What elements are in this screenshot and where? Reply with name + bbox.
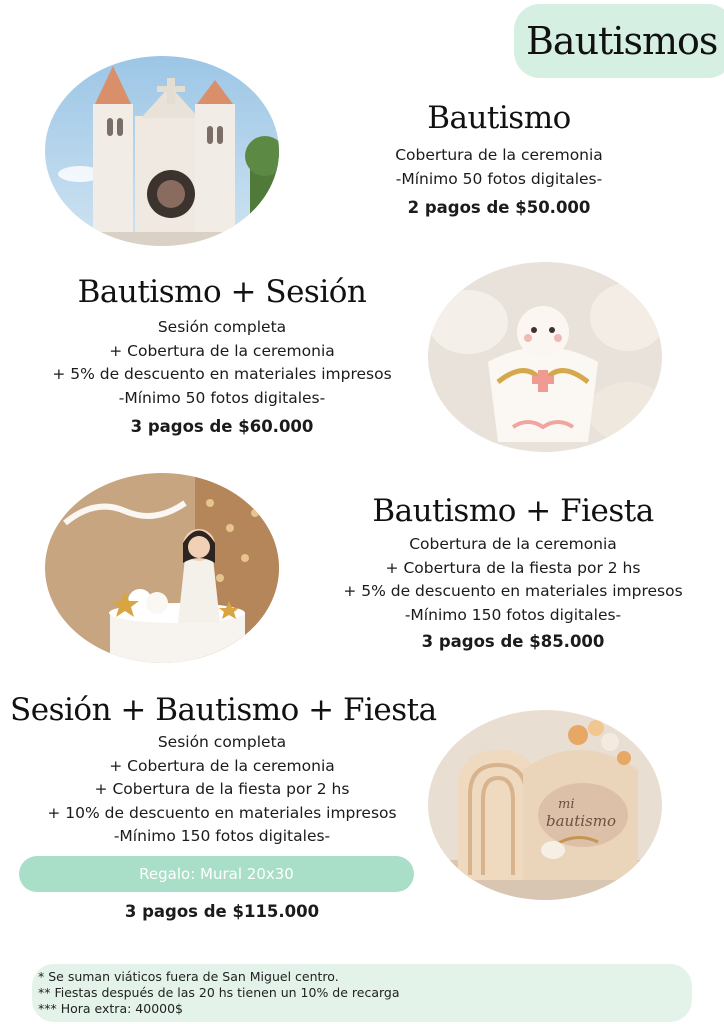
- package-line: Sesión completa: [157, 318, 287, 336]
- package-line: -Mínimo 50 fotos digitales-: [395, 169, 603, 188]
- package-bautismo-sesion: [20, 272, 424, 438]
- package-line: + 10% de descuento en materiales impresos: [47, 803, 397, 822]
- package-line: -Mínimo 150 fotos digitales-: [113, 827, 331, 845]
- package-line: + Cobertura de la ceremonia: [109, 341, 335, 360]
- mi-bautismo-cookie-photo: [428, 710, 662, 900]
- note-line: * Se suman viáticos fuera de San Miguel centro.: [38, 969, 339, 984]
- angel-cookie-photo: [428, 262, 662, 452]
- package-line: Sesión completa: [157, 733, 287, 751]
- church-photo: [45, 56, 279, 246]
- package-line: Cobertura de la ceremonia: [409, 535, 617, 553]
- package-bautismo: [340, 98, 658, 219]
- svg-text:bautismo: bautismo: [546, 812, 616, 830]
- svg-text:mi: mi: [558, 797, 575, 812]
- note-line: *** Hora extra: 40000$: [38, 1001, 184, 1016]
- package-line: + Cobertura de la fiesta por 2 hs: [94, 780, 350, 798]
- gift-badge: Regalo: Mural 20x30: [19, 856, 414, 892]
- package-sesion-bautismo-fiesta: [10, 690, 437, 849]
- package-title: Bautismo + Sesión: [77, 274, 367, 310]
- package-price: 3 pagos de $85.000: [421, 632, 605, 651]
- package-title: Sesión + Bautismo + Fiesta: [10, 692, 437, 728]
- package-line: -Mínimo 150 fotos digitales-: [404, 605, 622, 624]
- package-bautismo-fiesta: [320, 491, 706, 653]
- package-line: + 5% de descuento en materiales impresos: [343, 582, 683, 600]
- package-title: Bautismo: [427, 100, 571, 136]
- package-title: Bautismo + Fiesta: [372, 493, 654, 529]
- package-line: + Cobertura de la ceremonia: [109, 756, 335, 775]
- package-line: Cobertura de la ceremonia: [395, 146, 603, 164]
- page-title: Bautismos: [526, 19, 718, 63]
- package-line: + Cobertura de la fiesta por 2 hs: [385, 558, 641, 577]
- package-line: -Mínimo 50 fotos digitales-: [118, 388, 326, 407]
- package-price-wrapper: [20, 901, 424, 923]
- cake-topper-photo: [45, 473, 279, 663]
- package-price: 3 pagos de $60.000: [130, 417, 314, 436]
- package-price: 2 pagos de $50.000: [407, 198, 591, 217]
- package-price: 3 pagos de $115.000: [124, 902, 320, 921]
- note-line: ** Fiestas después de las 20 hs tienen un 10% de recarga: [38, 985, 400, 1000]
- package-line: + 5% de descuento en materiales impresos: [52, 365, 392, 383]
